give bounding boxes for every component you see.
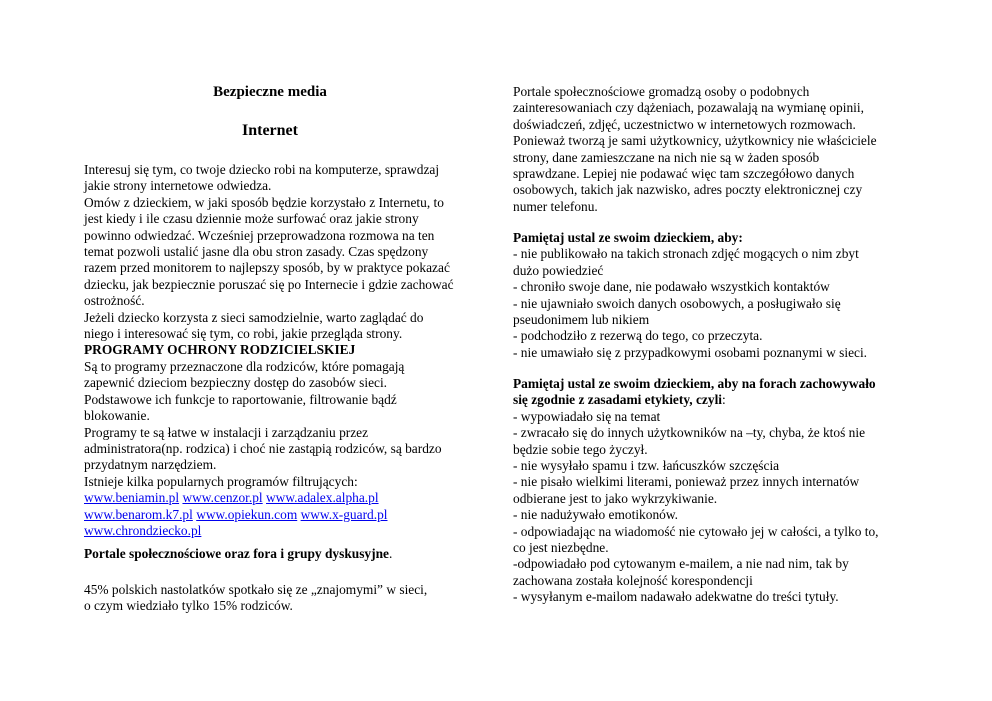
text-line: Są to programy przeznaczone dla rodziców, które pomagają [84,358,405,374]
link-x-guard[interactable]: www.x-guard.pl [300,506,388,522]
text-line: przydatnym narzędziem. [84,457,217,473]
rule-item: - zwracało się do innych użytkowników na –ty, chyba, że ktoś nie [513,425,866,441]
rules2-heading-line1: Pamiętaj ustal ze swoim dzieckiem, aby na forach zachowywało [513,376,876,391]
rules2-heading-line2: się zgodnie z zasadami etykiety, czyli [513,392,723,408]
text-line: blokowanie. [84,408,150,424]
links-row [84,507,456,523]
rule-item: - nie wysyłało spamu i tzw. łańcuszków szczęścia [513,458,780,474]
programs-heading: PROGRAMY OCHRONY RODZICIELSKIEJ [84,342,356,358]
rule-item: co jest niezbędne. [513,540,609,556]
portals-heading-block [84,546,456,562]
portals-heading-suffix: . [388,546,393,561]
link-benarom[interactable]: www.benarom.k7.pl [84,506,193,522]
stat-paragraph [84,582,456,615]
rule-item: - nie ujawniało swoich danych osobowych, a posługiwało się [513,295,841,311]
intro-paragraph [84,162,456,539]
text-line: 45% polskich nastolatków spotkało się ze „znajomymi” w sieci, [84,582,428,597]
text-line: strony, dane zamieszczane na nich nie są w żaden sposób [513,149,820,165]
link-adalex[interactable]: www.adalex.alpha.pl [266,490,379,506]
section-title-internet: Internet [242,122,298,139]
rule-item: - wypowiadało się na temat [513,408,661,424]
rules-list-2 [513,376,905,606]
text-line: administratora(np. rodzica) i choć nie zastąpią rodziców, są bardzo [84,440,442,456]
rule-item: - nie nadużywało emotikonów. [513,507,678,523]
text-line: Jeżeli dziecko korzysta z sieci samodzielnie, warto zaglądać do [84,309,424,325]
text-line: sprawdzane. Lepiej nie podawać więc tam szczegółowo danych [513,166,855,182]
rule-item: - nie umawiało się z przypadkowymi osobami poznanymi w sieci. [513,344,868,360]
link-opiekun[interactable]: www.opiekun.com [196,506,298,522]
rule-item: - odpowiadając na wiadomość nie cytowało jej w całości, a tylko to, [513,523,879,539]
text-line: zainteresowaniach czy dążeniach, pozawalają na wymianę opinii, [513,100,864,116]
portals-description [513,84,905,215]
rules2-heading-suffix: : [722,392,726,408]
text-line: jakie strony internetowe odwiedza. [84,178,272,194]
text-line: o czym wiedziało tylko 15% rodziców. [84,598,293,614]
text-line: razem przed monitorem to najlepszy sposób, by w praktyce pokazać [84,260,450,276]
text-line: jest kiedy i ile czasu dziennie może surfować oraz jakie strony [84,211,419,227]
rule-item: pseudonimem lub nikiem [513,312,650,328]
rules-list-1 [513,230,905,361]
text-line: Programy te są łatwe w instalacji i zarządzaniu przez [84,424,369,440]
rule-item: będzie sobie tego życzył. [513,441,648,457]
document-title: Bezpieczne media [213,84,327,100]
rule-item: - chroniło swoje dane, nie podawało wszystkich kontaktów [513,279,830,295]
portals-heading: Portale społecznościowe oraz fora i grupy dyskusyjne [84,546,389,561]
text-line: niego i interesować się tym, co robi, jakie przegląda strony. [84,326,403,342]
portals-heading-line [84,546,456,562]
text-line: Istnieje kilka popularnych programów filtrujących: [84,473,358,489]
text-line: Ponieważ tworzą je sami użytkownicy, użytkownicy nie właściciele [513,133,877,149]
text-line: ostrożność. [84,293,145,309]
text-line: Podstawowe ich funkcje to raportowanie, filtrowanie bądź [84,391,397,407]
rule-item: zachowana została kolejność korespondencji [513,572,753,588]
text-line: doświadczeń, zdjęć, uczestnictwo w internetowych rozmowach. [513,116,856,132]
text-line: powinno odwiedzać. Wcześniej przeprowadzona rozmowa na ten [84,227,435,243]
links-row [84,523,456,539]
rules1-heading: Pamiętaj ustal ze swoim dzieckiem, aby: [513,230,743,245]
rule-item: - nie pisało wielkimi literami, ponieważ przez innych internatów [513,474,860,490]
link-beniamin[interactable]: www.beniamin.pl [84,490,180,506]
text-line: dziecku, jak bezpiecznie poruszać się po Internecie i gdzie zachować [84,276,454,292]
rule-item: - podchodziło z rezerwą do tego, co przeczyta. [513,328,763,344]
text-line: Interesuj się tym, co twoje dziecko robi na komputerze, sprawdzaj [84,162,440,177]
text-line: temat pozwoli ustalić jasne dla obu stron zasady. Czas spędzony [84,244,429,260]
rule-item: odbierane jest to jako wykrzykiwanie. [513,490,718,506]
rules2-heading-line2-wrap [513,392,905,408]
link-cenzor[interactable]: www.cenzor.pl [182,490,263,506]
text-line: Omów z dzieckiem, w jaki sposób będzie korzystało z Internetu, to [84,194,444,210]
text-line: Portale społecznościowe gromadzą osoby o podobnych [513,84,810,99]
links-row [84,490,456,506]
rule-item: - wysyłanym e-mailom nadawało adekwatne do treści tytuły. [513,589,839,605]
rule-item: - nie publikowało na takich stronach zdjęć mogących o nim zbyt [513,246,859,262]
rule-item: -odpowiadało pod cytowanym e-mailem, a nie nad nim, tak by [513,556,849,572]
link-chrondziecko[interactable]: www.chrondziecko.pl [84,522,202,538]
text-line: osobowych, takich jak nazwisko, adres poczty elektronicznej czy [513,182,863,198]
rule-item: dużo powiedzieć [513,262,604,278]
text-line: numer telefonu. [513,198,598,214]
text-line: zapewnić dzieciom bezpieczny dostęp do zasobów sieci. [84,375,388,391]
